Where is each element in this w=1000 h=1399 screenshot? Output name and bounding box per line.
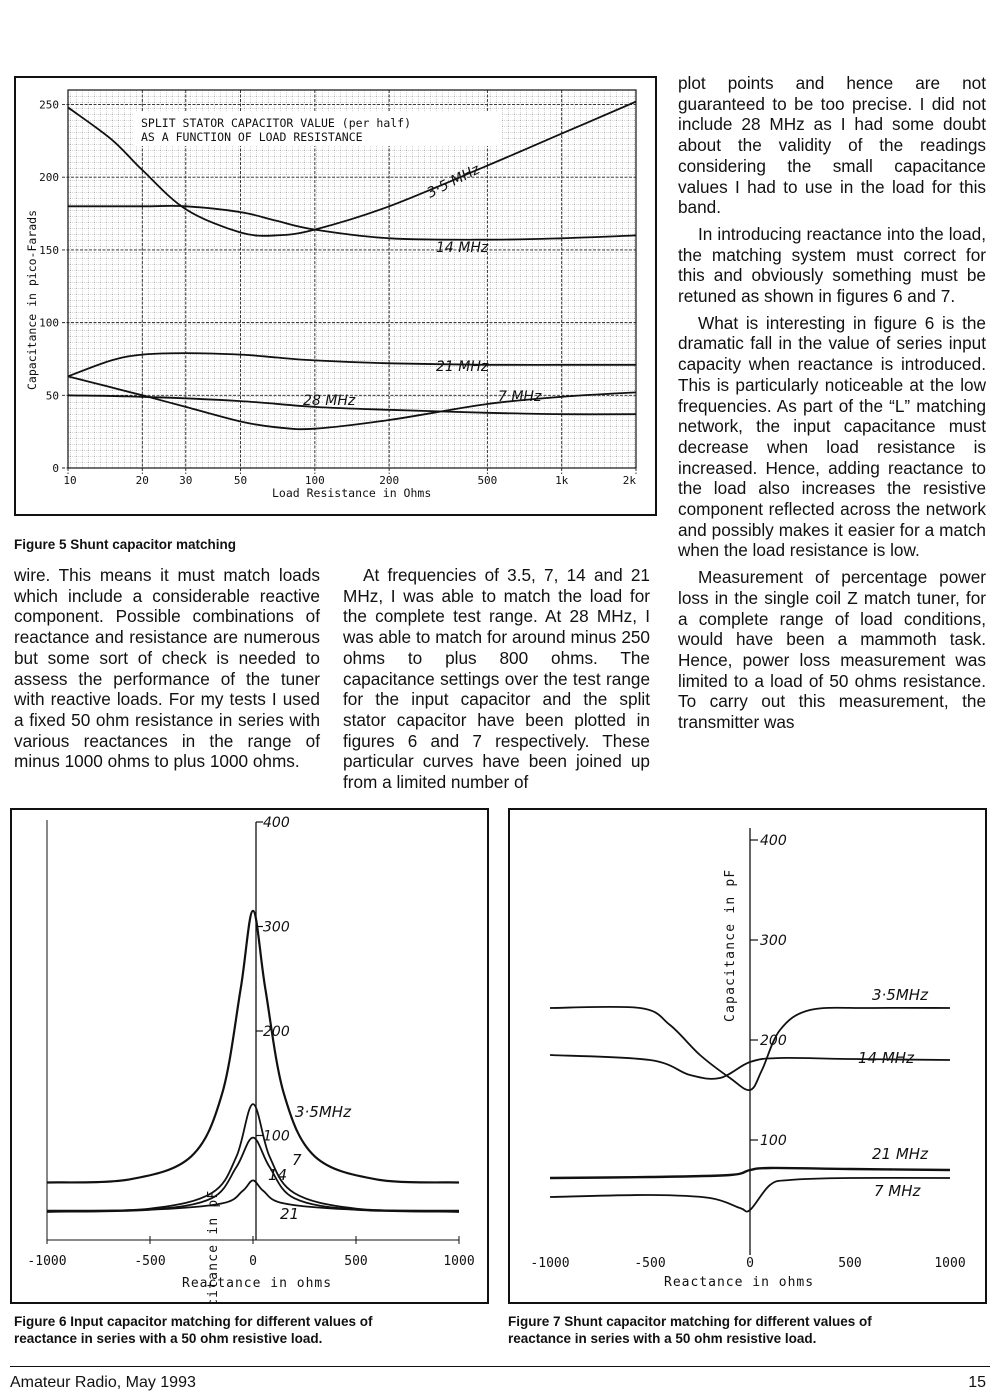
fig7-label-7mhz: 7 MHz — [874, 1182, 921, 1200]
paragraph: In introducing reactance into the load, the matching system must correct for this and obviously something must be retuned as shown in figures 6 and 7. — [678, 223, 986, 307]
fig5-label-3-5mhz: 3·5 MHz — [424, 161, 483, 202]
paragraph: plot points and hence are not guaranteed to be too precise. I did not include 28 MHz as I had some doubt about the validity of the readings considering the small capacitance values I had to use in the load for this band. — [678, 73, 986, 218]
fig5-y-tick-label: 0 — [52, 462, 59, 475]
fig6-series-7-mhz — [47, 1104, 459, 1212]
fig6-label-14: 14 — [268, 1166, 288, 1184]
figure-7-box — [508, 808, 987, 1304]
fig7-x-tick-label: 500 — [838, 1256, 862, 1271]
figure-5-grid — [68, 90, 636, 468]
figure-7-caption — [508, 1313, 872, 1347]
figure-7-caption-line2: reactance in series with a 50 ohm resistive load. — [508, 1331, 817, 1346]
fig5-x-tick-label: 1k — [555, 474, 569, 487]
figure-5-box — [14, 76, 657, 516]
figure-5-title-line1: SPLIT STATOR CAPACITOR VALUE (per half) — [141, 116, 412, 130]
figure-5-x-label: Load Resistance in Ohms — [272, 486, 432, 500]
fig7-y-tick-label: 400 — [760, 833, 787, 849]
footer-rule — [10, 1366, 990, 1367]
paragraph: At frequencies of 3.5, 7, 14 and 21 MHz, I was able to match the load for the complete test range. At 28 MHz, I was able to match for around minus 250 ohms to plus 800 ohms. The capacitance settings over the test range for the input capacitor and the split stator capacitor have been plotted in figures 6 and 7 respectively. These particular curves have been joined up from a limited number of — [343, 565, 650, 793]
fig7-x-tick-label: 0 — [746, 1256, 754, 1271]
fig6-y-tick-label: 400 — [263, 815, 290, 831]
fig6-label-7: 7 — [292, 1151, 302, 1169]
figure-6-caption-line2: reactance in series with a 50 ohm resistive load. — [14, 1331, 323, 1346]
figure-6-caption — [14, 1313, 373, 1347]
fig5-label-21mhz: 21 MHz — [436, 359, 489, 375]
fig7-label-14mhz: 14 MHz — [858, 1049, 914, 1067]
fig6-x-tick-label: 0 — [249, 1254, 257, 1269]
figure-6-caption-line1: Figure 6 Input capacitor matching for different values of — [14, 1314, 373, 1329]
fig5-x-tick-label: 30 — [179, 474, 193, 487]
fig5-x-tick-label: 50 — [233, 474, 248, 487]
figure-7-caption-line1: Figure 7 Shunt capacitor matching for different values of — [508, 1314, 872, 1329]
figure-6-y-label: Capacitance in pF — [206, 1189, 221, 1302]
figure-5-caption: Figure 5 Shunt capacitor matching — [14, 537, 237, 552]
figure-6-x-label: Reactance in ohms — [182, 1276, 333, 1291]
footer-page-number: 15 — [968, 1374, 986, 1391]
fig5-label-7mhz: 7 MHz — [498, 389, 542, 405]
fig6-y-tick-label: 300 — [263, 919, 290, 936]
fig7-label-3-5mhz: 3·5MHz — [872, 986, 928, 1004]
fig6-y-tick-label: 200 — [263, 1024, 290, 1040]
fig6-y-tick-label: 100 — [263, 1128, 290, 1145]
figure-6-box — [10, 808, 489, 1304]
paragraph: Measurement of percentage power loss in the single coil Z match tuner, for a complete range of load conditions, would have been a mammoth task. Hence, power loss measurement was limited to a load of 50 ohms resistance. To carry out this measurement, the transmitter was — [678, 567, 986, 733]
middle-column-text — [343, 565, 650, 793]
figure-5-title-line2: AS A FUNCTION OF LOAD RESISTANCE — [141, 130, 363, 144]
figure-7-chart — [510, 810, 985, 1302]
fig6-label-21: 21 — [280, 1205, 300, 1223]
fig5-y-tick-label: 250 — [39, 98, 59, 112]
fig5-label-14mhz: 14 MHz — [436, 240, 489, 256]
fig6-x-tick-label: 500 — [344, 1254, 368, 1269]
fig6-label-3-5mhz: 3·5MHz — [295, 1103, 351, 1121]
fig5-x-tick-label: 20 — [135, 474, 149, 487]
figure-5-chart — [16, 78, 655, 514]
right-column-text — [678, 73, 986, 733]
fig7-y-tick-label: 100 — [760, 1133, 787, 1149]
figure-7-x-label: Reactance in ohms — [664, 1275, 815, 1290]
paragraph: wire. This means it must match loads which include a considerable reactive component. Possible combinations of reactance and resistance are numerous but some sort of check is needed to assess the performance of the tuner with reactive loads. For my tests I used a fixed 50 ohm resistance in series with various reactances in the range of minus 1000 ohms to plus 1000 ohms. — [14, 565, 320, 772]
fig5-x-tick-label: 10 — [63, 474, 77, 487]
figure-7-y-label: Capacitance in pF — [723, 868, 738, 1022]
fig6-x-tick-label: -500 — [134, 1254, 166, 1269]
fig5-y-tick-label: 150 — [39, 243, 59, 257]
fig7-y-tick-label: 200 — [760, 1033, 787, 1049]
fig5-y-tick-label: 200 — [39, 171, 59, 185]
fig5-y-tick-label: 100 — [39, 316, 59, 330]
figure-5-y-label: Capacitance in pico-Farads — [25, 209, 39, 390]
fig7-x-tick-label: -1000 — [530, 1256, 570, 1271]
fig7-label-21mhz: 21 MHz — [872, 1145, 928, 1163]
fig6-series-21-mhz — [47, 1180, 459, 1210]
fig6-series-14-mhz — [47, 1138, 459, 1212]
fig5-y-tick-label: 50 — [45, 389, 59, 403]
left-column-text — [14, 565, 320, 772]
footer-publication: Amateur Radio, May 1993 — [10, 1374, 196, 1391]
fig6-x-tick-label: 1000 — [443, 1254, 475, 1269]
fig5-x-tick-label: 2k — [622, 474, 636, 487]
fig5-x-tick-label: 200 — [379, 474, 400, 487]
fig7-x-tick-label: -500 — [634, 1256, 666, 1271]
fig7-x-tick-label: 1000 — [934, 1256, 966, 1271]
fig6-x-tick-label: -1000 — [27, 1254, 67, 1269]
paragraph: What is interesting in figure 6 is the dramatic fall in the value of series input capacity when reactance is introduced. This is particularly noticeable at the low frequencies. As part of the “L” matching network, the input capacitance must decrease when load resistance is increased. Hence, adding reactance to the load also increases the resistive component reflected across the network and possibly makes it easier for a match when the load resistance is low. — [678, 312, 986, 561]
fig5-label-28mhz: 28 MHz — [303, 393, 356, 409]
fig6-series-3-5-mhz — [47, 911, 459, 1183]
fig5-x-tick-label: 500 — [477, 474, 498, 487]
figure-6-chart — [12, 810, 487, 1302]
fig5-x-tick-label: 100 — [304, 474, 325, 487]
fig7-y-tick-label: 300 — [760, 933, 787, 949]
